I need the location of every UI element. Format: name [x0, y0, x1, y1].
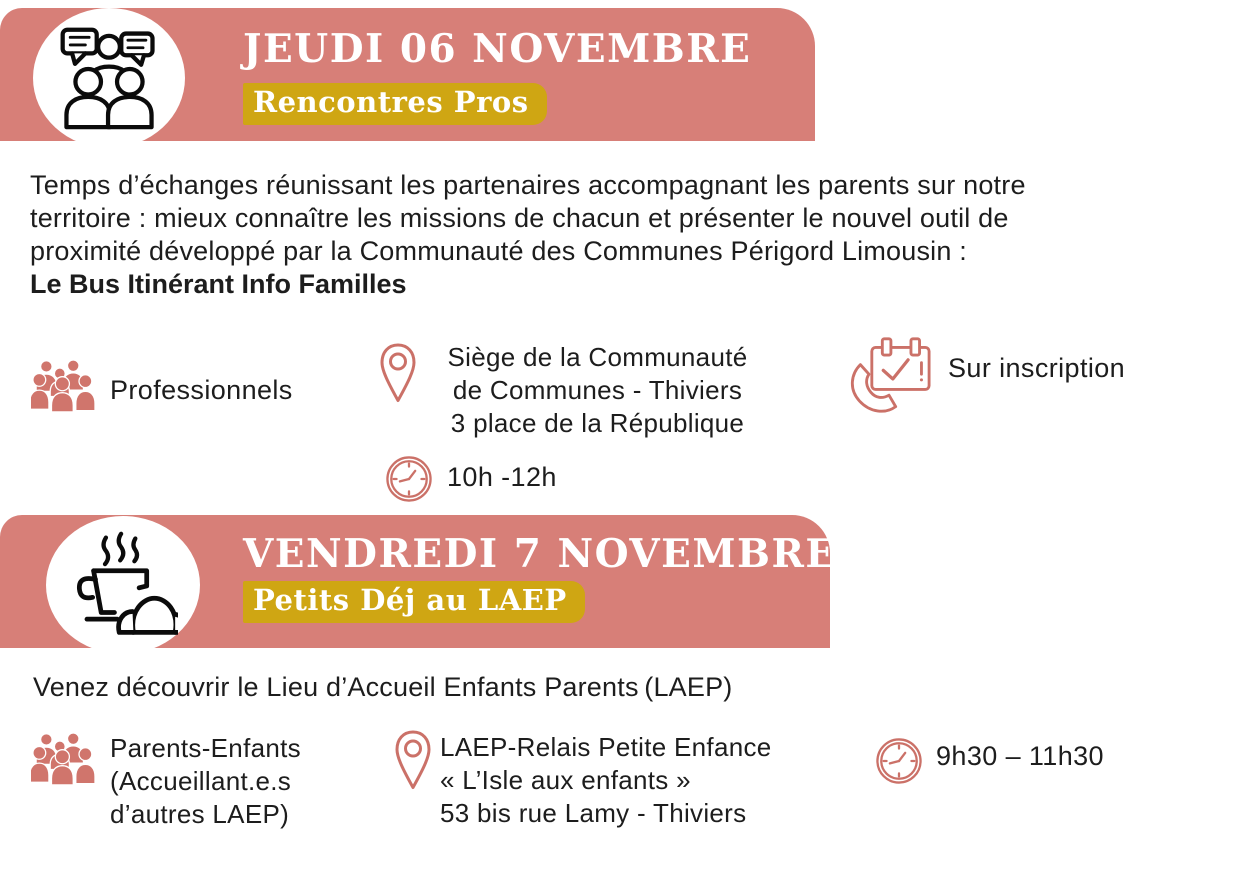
- location-line: Siège de la Communauté: [447, 342, 748, 372]
- event1-location: [425, 341, 770, 440]
- event1-description: [30, 169, 1220, 301]
- event2-date-title: VENDREDI 7 NOVEMBRE: [243, 531, 837, 577]
- audience-line: Parents-Enfants: [110, 733, 301, 763]
- people-group-icon: [31, 358, 95, 412]
- event2-intro: Venez découvrir le Lieu d’Accueil Enfants Parents (LAEP): [33, 672, 733, 702]
- description-highlight: Le Bus Itinérant Info Familles: [30, 269, 407, 299]
- audience-line: d’autres LAEP): [110, 799, 290, 829]
- event2-badge: Petits Déj au LAEP: [243, 581, 585, 623]
- event1-icon-circle: [33, 8, 185, 148]
- map-pin-icon: [379, 342, 417, 408]
- event2-icon-circle: [46, 516, 200, 654]
- location-line: de Communes - Thiviers: [452, 375, 743, 405]
- event1-time: 10h -12h: [447, 462, 557, 492]
- location-line: 53 bis rue Lamy - Thiviers: [440, 798, 747, 828]
- event1-registration: Sur inscription: [948, 353, 1126, 383]
- location-line: « L’Isle aux enfants »: [440, 765, 691, 795]
- event1-date-title: JEUDI 06 NOVEMBRE: [243, 26, 752, 72]
- location-line: LAEP-Relais Petite Enfance: [440, 732, 772, 762]
- map-pin-icon: [394, 729, 432, 795]
- coffee-croissant-icon: [68, 531, 178, 639]
- description-line: proximité développé par la Communauté des Communes Périgord Limousin :: [30, 236, 967, 266]
- meeting-discussion-icon: [57, 24, 161, 132]
- clock-icon: [876, 738, 922, 784]
- event2-time: 9h30 – 11h30: [936, 741, 1104, 771]
- event2-audience: [110, 732, 301, 831]
- event1-audience: Professionnels: [110, 375, 293, 405]
- description-line: territoire : mieux connaître les missions de chacun et présenter le nouvel outil de: [30, 203, 1009, 233]
- event2-location: [440, 731, 772, 830]
- audience-line: (Accueillant.e.s: [110, 766, 292, 796]
- clock-icon: [386, 456, 432, 502]
- event1-badge: Rencontres Pros: [243, 83, 547, 125]
- description-line: Temps d’échanges réunissant les partenaires accompagnant les parents sur notre: [30, 170, 1026, 200]
- people-group-icon: [31, 731, 95, 785]
- location-line: 3 place de la République: [450, 408, 745, 438]
- phone-calendar-check-icon: [843, 336, 935, 420]
